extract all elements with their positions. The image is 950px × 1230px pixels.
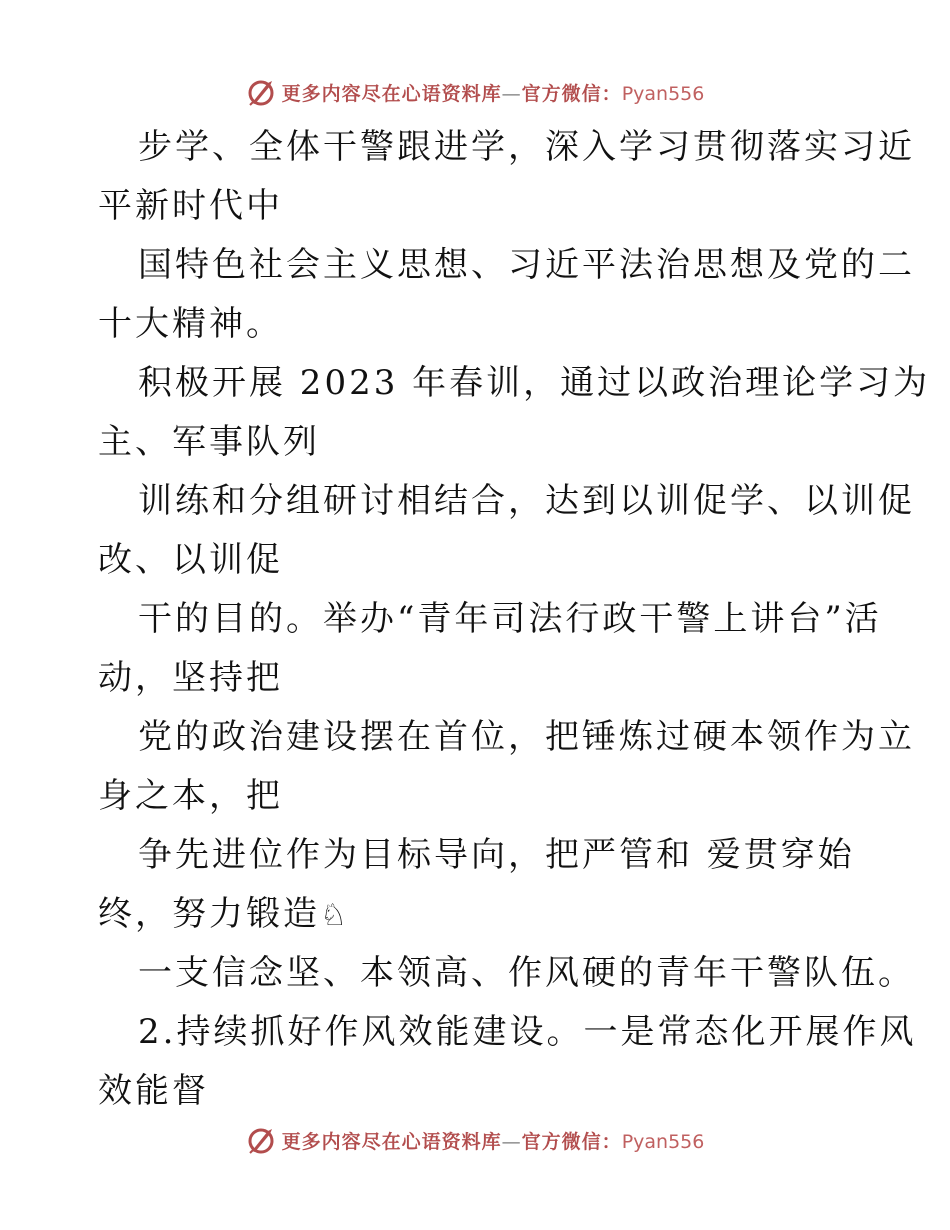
knight-symbol-icon: ♘	[320, 898, 350, 933]
text-line: 国特色社会主义思想、习近平法治思想及党的二	[138, 245, 915, 285]
text-line: 十大精神。	[98, 304, 283, 344]
text-line: 步学、全体干警跟进学，深入学习贯彻落实习近	[138, 127, 915, 167]
text-line: 训练和分组研讨相结合，达到以训促学、以训促	[138, 481, 915, 521]
text-line: 积极开展 2023 年春训，通过以政治理论学习为	[138, 363, 931, 403]
document-body	[98, 118, 931, 1121]
quill-logo-icon	[246, 77, 276, 107]
watermark-wechat-label: 官方微信：	[521, 82, 622, 105]
footer-watermark	[0, 1120, 950, 1160]
watermark-text	[282, 79, 705, 106]
text-line: 身之本，把	[98, 776, 283, 816]
text-line: 平新时代中	[98, 186, 283, 226]
text-line: 争先进位作为目标导向，把严管和 爱贯穿始	[138, 835, 855, 875]
text-line: 2.持续抓好作风效能建设。一是常态化开展作风	[138, 1012, 917, 1052]
quill-logo-icon	[246, 1125, 276, 1155]
watermark-separator: —	[501, 1130, 522, 1153]
watermark-wechat-label: 官方微信：	[521, 1130, 622, 1153]
watermark-separator: —	[501, 82, 522, 105]
text-line-with-symbol	[98, 885, 868, 944]
text-line: 动，坚持把	[98, 658, 283, 698]
watermark-brand: 更多内容尽在心语资料库	[281, 1130, 502, 1153]
watermark-wechat-id: Pyan556	[621, 1130, 705, 1153]
text-line-content: 终，努力锻造	[98, 894, 320, 934]
watermark-brand: 更多内容尽在心语资料库	[281, 82, 502, 105]
watermark-text	[282, 1127, 705, 1154]
text-line: 一支信念坚、本领高、作风硬的青年干警队伍。	[138, 953, 915, 993]
text-line: 效能督	[98, 1071, 209, 1111]
header-watermark	[0, 72, 950, 112]
text-line: 主、军事队列	[98, 422, 320, 462]
watermark-wechat-id: Pyan556	[621, 82, 705, 105]
text-line: 改、以训促	[98, 540, 283, 580]
text-line: 干的目的。举办“青年司法行政干警上讲台”活	[138, 599, 882, 639]
text-line: 党的政治建设摆在首位，把锤炼过硬本领作为立	[138, 717, 915, 757]
